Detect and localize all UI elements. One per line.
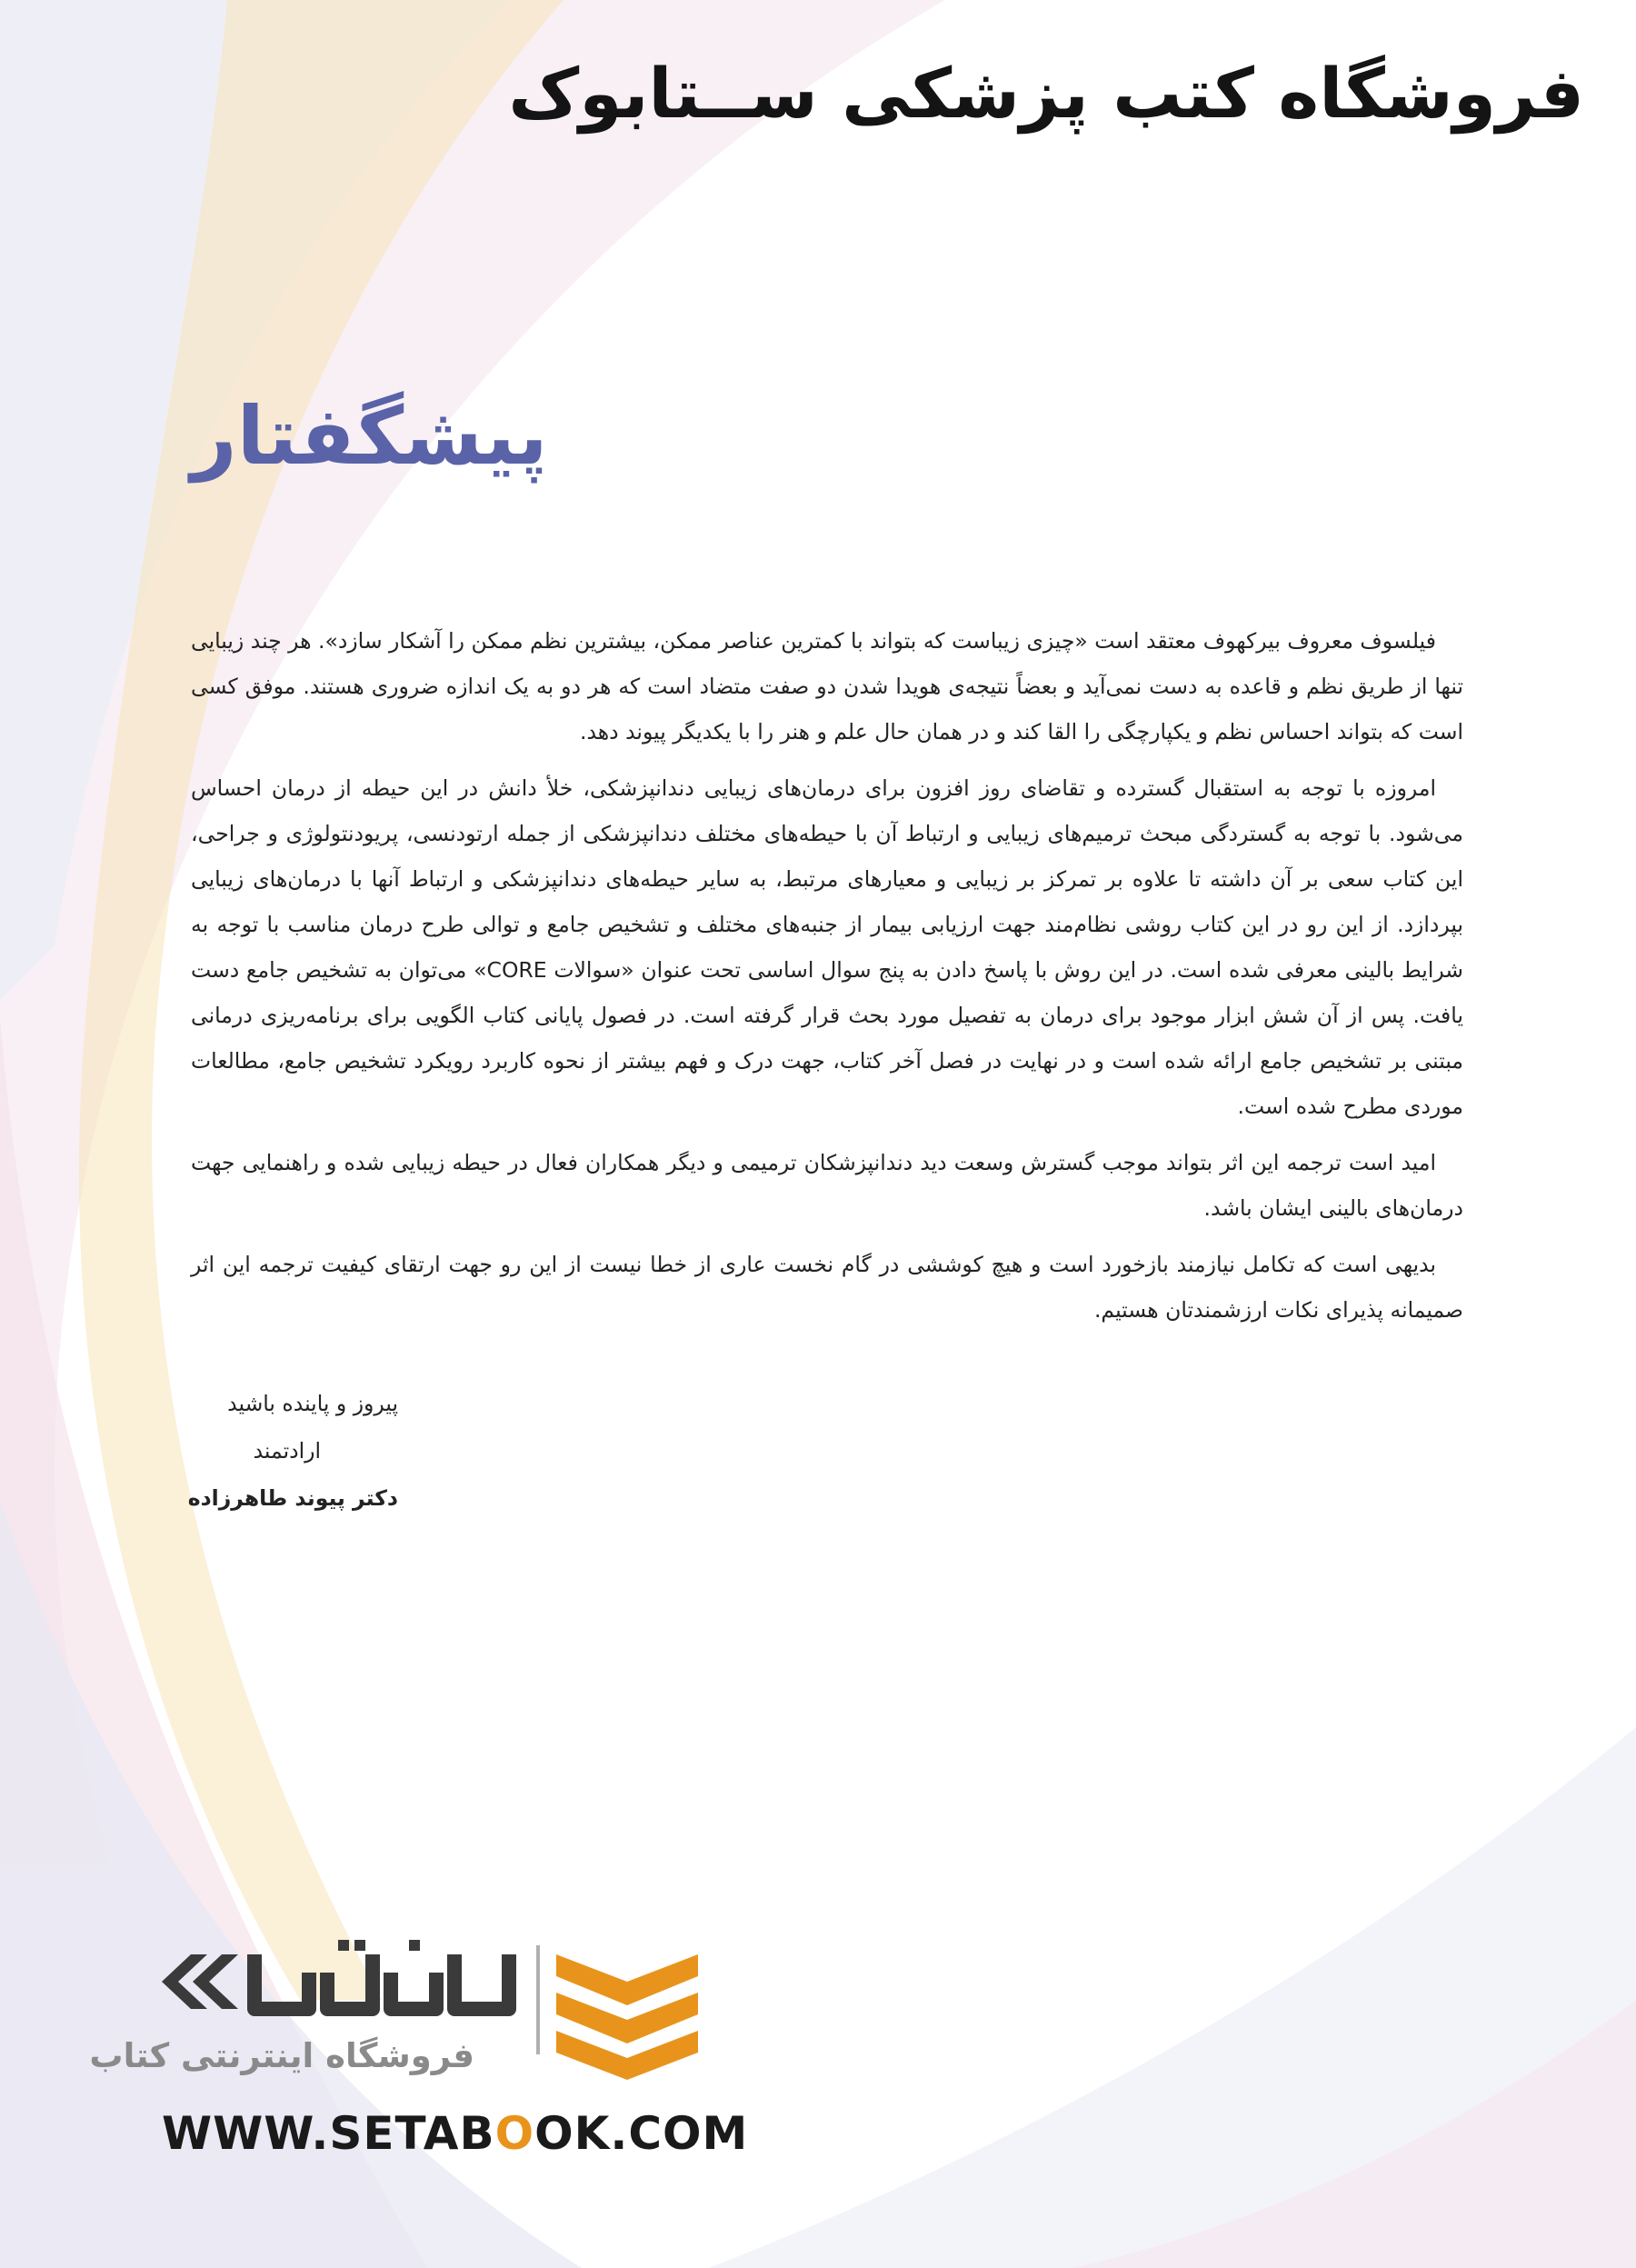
signoff [125,1380,398,1522]
paragraph-4: بدیهی است که تکامل نیازمند بازخورد است و هیچ کوششی در گام نخست عاری از خطا نیست از این رو جهت ارتقای کیفیت ترجمه این اثر صمیمانه پذیرای نکات ارزشمندتان هستیم. [191,1252,1463,1323]
wordmark-glyphs [254,1954,509,2009]
preface-body [191,618,1463,1344]
closing-line: پیروز و پاینده باشید [227,1391,398,1416]
chevron-left-icon [162,1954,238,2009]
paragraph-1: فیلسوف معروف بیرکهوف معتقد است «چیزی زیباست که بتواند با کمترین عناصر ممکن، بیشترین نظم ممکن را آشکار سازد». هر چند زیبایی تنها از طریق نظم و قاعده به دست نمی‌آید و بعضاً نتیجه‌ی هویدا شدن دو صفت متضاد است که هر دو به یک اندازه ضروری هستند. موفق کسی است که بتواند احساس نظم و یکپارچگی را القا کند و در همان حال علم و هنر را با یکدیگر پیوند دهد. [191,628,1463,744]
website-url-part1: WWW.SETAB [162,2107,495,2160]
logo-subtitle: فروشگاه اینترنتی کتاب [89,2036,474,2075]
paragraph-3: امید است ترجمه این اثر بتواند موجب گسترش وسعت دید دندانپزشکان ترمیمی و دیگر همکاران فعال در حیطه زیبایی شده و راهنمایی جهت درمان‌های بالینی ایشان باشد. [191,1150,1463,1221]
store-title: فروشگاه کتب پزشکی ســتابوک [508,53,1584,134]
paragraph-2: امروزه با توجه به استقبال گسترده و تقاضای روز افزون برای درمان‌های زیبایی دندانپزشکی، خلأ دانش در این حیطه از درمان احساس می‌شود. با توجه به گستردگی مبحث ترمیم‌های زیبایی و ارتباط آن با حیطه‌های مختلف دندانپزشکی از جمله ارتودنسی، پریودنتولوژی و جراحی، این کتاب سعی بر آن داشته تا علاوه بر تمرکز بر زیبایی و معیارهای مرتبط، به سایر حیطه‌های دندانپزشکی و ارتباط آنها با درمان‌های زیبایی بپردازد. از این رو در این کتاب روشی نظام‌مند جهت ارزیابی بیمار از جنبه‌های مختلف و تشخیص جامع و توالی طرح درمان مناسب با توجه به شرایط بالینی معرفی شده است. در این روش با پاسخ دادن به پنج سوال اساسی تحت عنوان «سوالات CORE» می‌توان به تشخیص جامع دست یافت. پس از آن شش ابزار موجود برای درمان به تفصیل مورد بحث قرار گرفته است. در فصول پایانی کتاب الگویی برای برنامه‌ریزی درمانی مبتنی بر تشخیص جامع ارائه شده است و در نهایت در فصل آخر کتاب، جهت درک و فهم بیشتر از نحوه کاربرد رویکرد تشخیص جامع، مطالعات موردی مطرح شده است. [191,775,1464,1119]
logo-divider [536,1945,540,2054]
regards-line: ارادتمند [253,1438,321,1464]
website-url-part2: OK.COM [534,2107,749,2160]
website-url-accent: O [494,2107,535,2160]
preface-title: پیشگفتار [191,389,548,483]
book-chevron-icon [556,1954,698,2080]
website-url[interactable] [162,2107,748,2160]
author-name: دکتر پیوند طاهرزاده [187,1485,398,1511]
